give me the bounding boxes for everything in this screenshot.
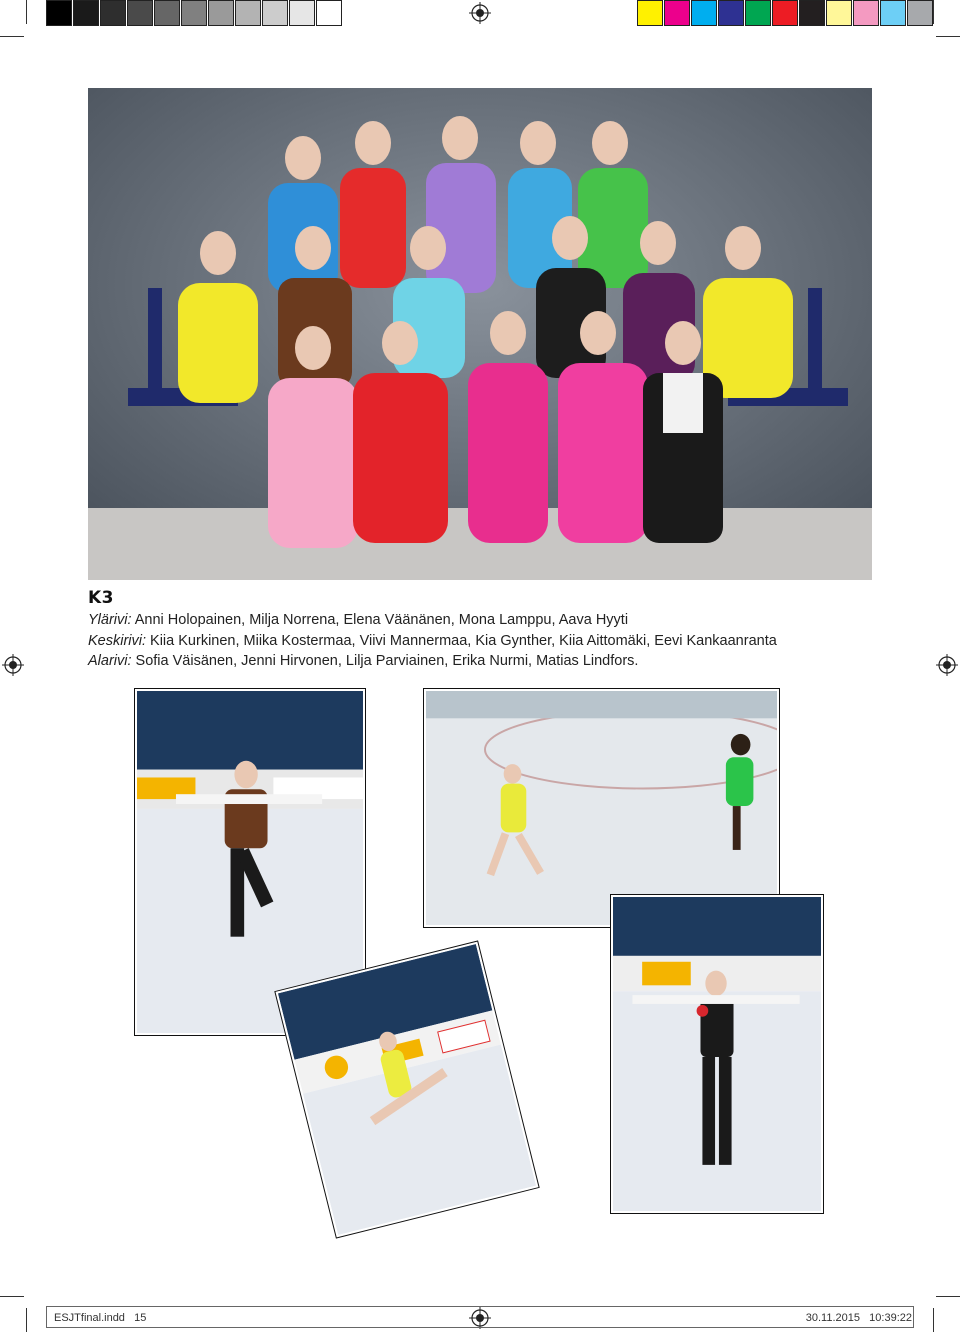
group-heading: K3 [88,588,115,608]
gray-swatch [181,0,207,26]
file-name: ESJTfinal.indd [54,1312,125,1324]
two-girls-skating-photo [423,688,780,928]
crop-mark [936,36,960,37]
registration-target-icon [2,654,24,676]
color-swatch [826,0,852,26]
crop-mark [26,1308,27,1332]
color-swatch [853,0,879,26]
color-swatch [664,0,690,26]
row-names: Kiia Kurkinen, Miika Kostermaa, Viivi Mannermaa, Kia Gynther, Kiia Aittomäki, Eevi Kankaanranta [146,632,777,649]
row-names: Anni Holopainen, Milja Norrena, Elena Väänänen, Mona Lamppu, Aava Hyyti [131,612,629,628]
color-swatch [745,0,771,26]
gray-swatch [316,0,342,26]
gray-swatch [73,0,99,26]
color-swatch [718,0,744,26]
gray-swatch [289,0,315,26]
color-swatch [691,0,717,26]
footer-slug-box [46,1306,914,1328]
color-swatch [772,0,798,26]
crop-mark [933,0,934,24]
registration-target-icon [936,654,958,676]
gray-swatch [262,0,288,26]
girl-yellow-spiral-photo [274,940,539,1238]
color-swatch [880,0,906,26]
row-label: Keskirivi: [88,632,147,649]
caption-row-top [88,610,888,631]
gray-swatch [235,0,261,26]
gray-swatch [154,0,180,26]
crop-mark [0,1296,24,1297]
grayscale-color-bar [46,0,343,26]
footer-timestamp: 30.11.2015 10:39:22 [805,1312,912,1324]
caption-row-bottom [88,651,888,672]
crop-mark [936,1296,960,1297]
crop-mark [26,0,27,24]
row-label: Ylärivi: [88,612,132,628]
row-label: Alarivi: [88,653,132,669]
crop-mark [933,1308,934,1332]
cmyk-color-bar [637,0,934,26]
page-number: 15 [134,1312,147,1324]
registration-target-icon [469,2,491,24]
color-swatch [907,0,933,26]
gray-swatch [46,0,72,26]
group-photo [88,88,872,580]
row-names: Sofia Väisänen, Jenni Hirvonen, Lilja Parviainen, Erika Nurmi, Matias Lindfors. [131,653,639,669]
boy-black-vest-photo [610,894,824,1214]
crop-mark [0,36,24,37]
footer-file-name [54,1308,146,1328]
gray-swatch [127,0,153,26]
gray-swatch [100,0,126,26]
caption-row-middle [88,631,888,652]
color-swatch [637,0,663,26]
gray-swatch [208,0,234,26]
photo-caption [88,588,888,672]
color-swatch [799,0,825,26]
